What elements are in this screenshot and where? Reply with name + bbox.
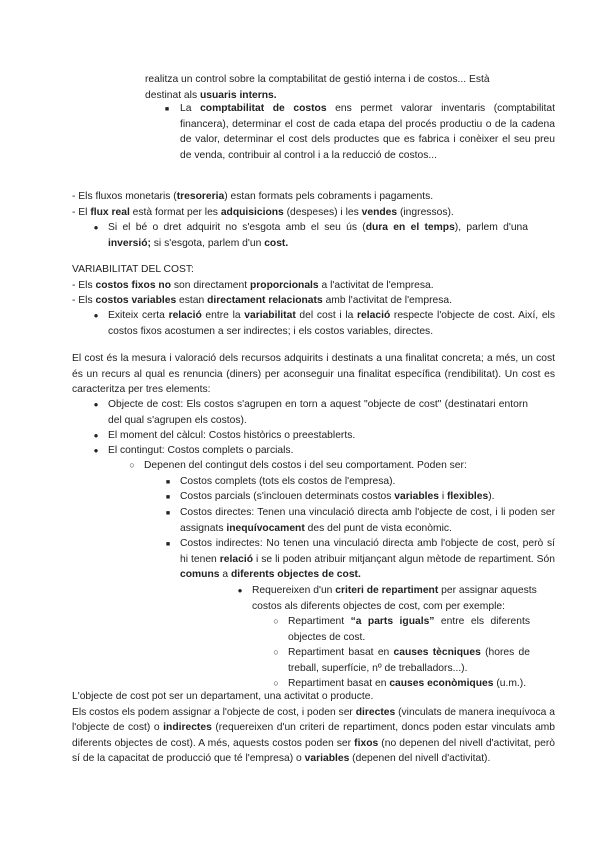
list-item: El contingut: Costos complets o parcials. — [108, 445, 294, 456]
text-run: respecte l'objecte de cost. Així, els costos fixos acostumen a ser indirectes; i els costos variables, directes. — [108, 310, 555, 337]
list-item — [180, 489, 550, 505]
bold-text: usuaris interns. — [199, 89, 277, 101]
variabilitat-section — [72, 262, 562, 309]
text-run: a — [219, 569, 231, 581]
text-line — [145, 72, 545, 88]
text-run: entre els diferents objectes de cost. — [288, 616, 530, 643]
square-bullet-icon — [161, 101, 173, 118]
bold-text: directament relacionats — [207, 295, 323, 307]
bold-text: cost. — [264, 237, 289, 249]
list-item — [288, 614, 530, 645]
text-run: per assignar aquests costos als diferents objectes de cost, com per exemple: — [252, 585, 537, 612]
text-run: Costos indirectes: No tenen una vinculació directa amb l'objecte de cost, però sí hi tenen — [180, 538, 555, 565]
round-bullet-icon — [90, 443, 102, 459]
bold-text: dura en el temps — [365, 222, 455, 233]
bold-text: comuns — [180, 569, 220, 581]
text-run: (ingressos). — [397, 206, 454, 218]
square-bullet-icon — [162, 489, 174, 506]
text-run: realitza un control sobre la comptabilitat de gestió interna i de costos... Està — [145, 74, 490, 85]
bold-text: costos fixos no — [95, 279, 171, 291]
text-run: Requereixen d'un — [252, 585, 336, 596]
text-run: Repartiment basat en — [288, 678, 390, 689]
list-item — [288, 645, 530, 676]
text-run: amb l'activitat de l'empresa. — [322, 295, 452, 307]
list-item — [180, 505, 555, 536]
text-run: Costos parcials (s'inclouen determinats costos — [180, 491, 395, 502]
text-run: La — [180, 103, 201, 114]
bold-text: variabilitat — [244, 310, 296, 321]
flux-section — [72, 189, 562, 220]
bold-text: criteri de repartiment — [335, 585, 439, 596]
list-item: Objecte de cost: Els costos s'agrupen en torn a aquest "objecte de cost" (destinatari entorn del qual s'agrupen els costos). — [108, 399, 528, 426]
bold-text: inequívocament — [226, 522, 305, 534]
bold-text: relació — [357, 310, 391, 321]
text-run: ens permet valorar inventaris (comptabilitat financera), determinar el cost de cada etapa del procés productiu o de la cadena de valor, determinar el cost dels productes que es fabrica i conèixer el seu preu de venda, contribuir al control i a la reducció de costos... — [180, 103, 555, 161]
bold-text: proporcionals — [249, 279, 319, 291]
text-run: (no depenen del nivell d'activitat, però sí de la capacitat de producció que té l'empresa) o — [72, 737, 555, 765]
square-bullet-icon — [162, 505, 174, 522]
text-run: (depenen del nivell d'activitat). — [349, 753, 491, 765]
text-run: Costos directes: Tenen una vinculació directa amb l'objecte de cost, i li poden ser assignats — [180, 507, 555, 534]
text-run: des del punt de vista econòmic. — [304, 522, 452, 534]
round-bullet-icon — [90, 308, 102, 324]
bold-text: indirectes — [163, 722, 212, 734]
top-continuation — [145, 72, 545, 103]
bold-text: costos variables — [95, 295, 177, 307]
bold-text: comptabilitat de costos — [200, 103, 327, 114]
cost-intro: El cost és la mesura i valoració dels recursos adquirits i destinats a una finalitat concreta; a més, un cost és un recurs al qual es renuncia (diners) per aconseguir una finalitat específica (rendibilitat). Un cost es caracteritza per tres elements: — [72, 353, 555, 396]
text-run: (vinculats de manera inequívoca a l'objecte de cost) o — [72, 706, 555, 734]
ring-bullet-icon — [270, 614, 282, 630]
text-run: - Els — [72, 295, 96, 307]
bold-text: relació — [219, 553, 253, 565]
text-run: Els costos els podem assignar a l'objecte de cost, i poden ser — [72, 706, 356, 718]
text-run: (despeses) i les — [283, 206, 362, 218]
text-run: (hores de treball, superfície, nº de treballadors...). — [288, 647, 530, 674]
list-item — [252, 583, 557, 614]
text-run: i se li poden atribuir mitjançant algun mètode de repartiment. Són — [252, 553, 555, 565]
text-run: ) estan formats pels cobraments i pagaments. — [224, 191, 434, 202]
text-run: son directament — [171, 279, 250, 291]
round-bullet-icon — [234, 583, 246, 599]
text-run: - Els — [72, 279, 96, 291]
text-run: - Els fluxos monetaris ( — [72, 191, 177, 202]
text-line: L'objecte de cost pot ser un departament, una activitat o producte. — [72, 691, 374, 702]
text-run: ). — [488, 491, 495, 502]
text-line — [72, 205, 562, 221]
bold-text: variables — [394, 491, 439, 502]
text-run: Exiteix certa — [108, 310, 169, 321]
bold-text: diferents objectes de cost. — [230, 569, 361, 581]
text-run: destinat als — [145, 89, 200, 101]
text-run: (requereixen d'un criteri de repartiment, doncs poden estar vinculats amb diferents objectes de cost). A més, aquests costos poden ser — [72, 722, 555, 749]
list-item — [180, 536, 555, 583]
text-line — [72, 278, 562, 294]
round-bullet-icon — [90, 397, 102, 413]
text-run: si s'esgota, parlem d'un — [150, 237, 265, 249]
bold-text: causes tècniques — [393, 647, 481, 658]
bold-text: inversió; — [108, 237, 151, 249]
bold-text: flexibles — [446, 491, 489, 502]
bold-text: fixos — [354, 737, 379, 749]
list-item — [108, 220, 528, 251]
list-item — [180, 101, 555, 163]
paragraph — [72, 705, 555, 767]
list-item: Costos complets (tots els costos de l'empresa). — [180, 476, 396, 487]
text-run: - El — [72, 206, 91, 218]
bold-text: adquisicions — [220, 206, 284, 218]
list-item: Depenen del contingut dels costos i del seu comportament. Poden ser: — [144, 460, 467, 471]
bold-text: causes econòmiques — [389, 678, 494, 689]
bold-text: “a parts iguals” — [350, 616, 435, 627]
ring-bullet-icon — [270, 645, 282, 661]
round-bullet-icon — [90, 428, 102, 444]
bold-text: directes — [355, 706, 396, 718]
text-run: entre la — [201, 310, 245, 321]
bold-text: tresoreria — [176, 191, 225, 202]
ring-bullet-icon — [126, 458, 138, 474]
section-heading: VARIABILITAT DEL COST: — [72, 264, 194, 275]
text-run: (u.m.). — [493, 678, 527, 689]
text-run: Repartiment basat en — [288, 647, 394, 658]
text-run: està format per les — [129, 206, 221, 218]
final-section — [72, 689, 555, 767]
text-run: estan — [176, 295, 208, 307]
text-line — [72, 189, 562, 205]
text-run: del cost i la — [295, 310, 358, 321]
text-run: a l'activitat de l'empresa. — [318, 279, 434, 291]
square-bullet-icon — [162, 536, 174, 553]
text-run: Repartiment — [288, 616, 351, 627]
list-item — [108, 308, 555, 339]
bold-text: relació — [168, 310, 202, 321]
list-item: El moment del càlcul: Costos històrics o preestablerts. — [108, 430, 356, 441]
text-run: Si el bé o dret adquirit no s'esgota amb el seu ús ( — [108, 222, 366, 233]
text-run: i — [438, 491, 447, 502]
round-bullet-icon — [90, 220, 102, 236]
bold-text: variables — [304, 753, 350, 765]
text-line — [72, 293, 562, 309]
bold-text: vendes — [361, 206, 398, 218]
text-run: ), parlem d'una — [454, 222, 528, 233]
bold-text: flux real — [90, 206, 130, 218]
